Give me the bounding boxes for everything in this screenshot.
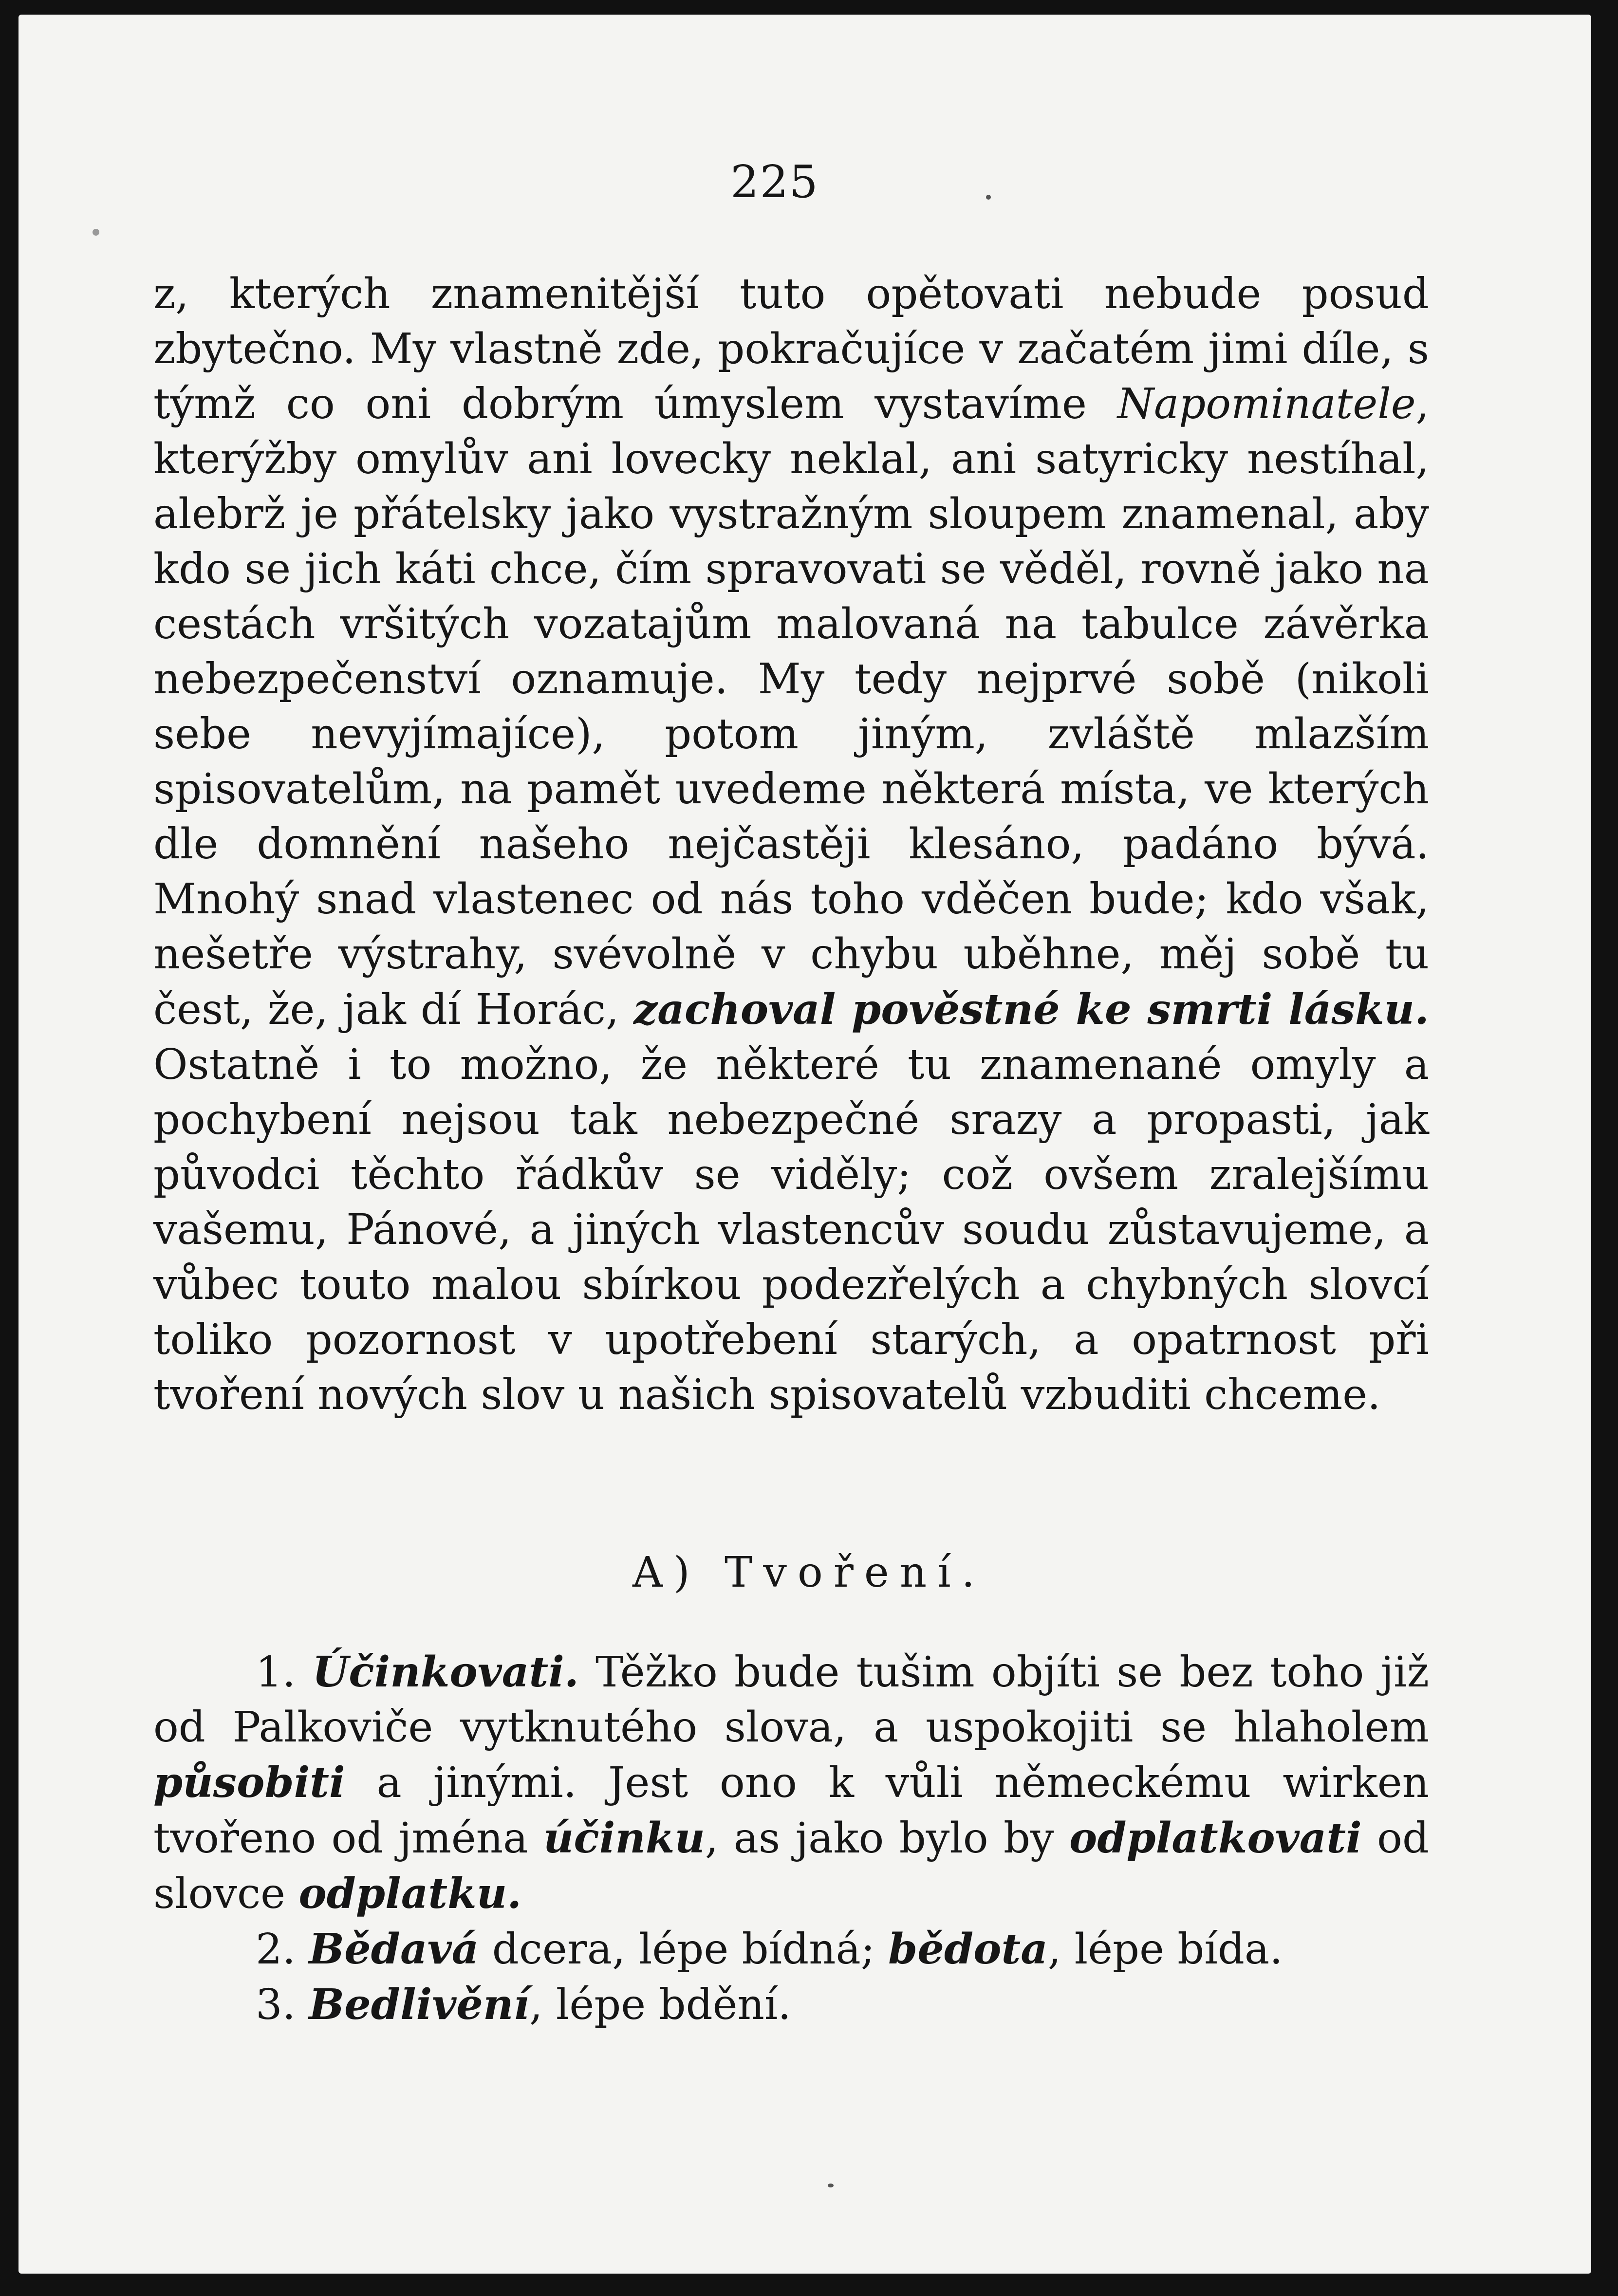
entry-term: Bedlivění: [309, 1980, 530, 2029]
scan-speck: [828, 2184, 834, 2187]
entry-text: Těžko bude tušim objíti se bez toho již od Palkoviče vytknutého slova, a uspokojiti se hlaholem: [153, 1648, 1429, 1752]
entry-italic: odplatkovati: [1069, 1814, 1362, 1863]
entry-term: Účinkovati.: [312, 1648, 579, 1697]
entry-number: 3.: [256, 1981, 296, 2029]
paragraph-text-part: Ostatně i to možno, že některé tu znamenané omyly a pochybení nejsou tak nebezpečné srazy a propasti, jak původci těchto řádkův se viděly; což ovšem zralejšímu vašemu, Pánové, a jiných vlastencův soudu zůstavujeme, a vůbec touto malou sbírkou podezřelých a chybných slovcí toliko pozornost v upotřebení starých, a opatrnost při tvoření nových slov u našich spisovatelů vzbuditi chceme.: [153, 1040, 1429, 1419]
body-text: [153, 267, 1429, 1423]
entry-item: [153, 1922, 1429, 1977]
entry-text: , lépe bída.: [1047, 1925, 1283, 1974]
entry-italic: bědota: [888, 1925, 1048, 1974]
scan-speck: [93, 229, 99, 236]
entry-text: od slovce: [153, 1814, 1429, 1918]
entry-term: Bědavá: [309, 1925, 479, 1974]
entry-text: , as jako bylo by: [705, 1814, 1069, 1863]
entry-text: a jinými. Jest ono k vůli německému wirken tvořeno od jména: [153, 1759, 1429, 1863]
entry-list: [153, 1645, 1429, 2033]
entry-text: dcera, lépe bídná;: [479, 1925, 889, 1974]
paragraph-text-part: z, kterých znamenitější tuto opětovati nebude posud zbytečno. My vlastně zde, pokračujíce v začatém jimi díle, s týmž co oni dobrým úmyslem vystavíme: [153, 270, 1429, 428]
entry-item: [153, 1977, 1429, 2033]
entry-number: 1.: [256, 1648, 296, 1697]
page-number: 225: [730, 156, 819, 208]
entry-item: [153, 1645, 1429, 1922]
scan-speck: [986, 195, 991, 200]
italic-term: Napominatele: [1117, 380, 1416, 428]
entry-italic: odplatku.: [298, 1869, 522, 1918]
entry-italic: působiti: [153, 1758, 345, 1807]
paragraph-text-part: , kterýžby omylův ani lovecky neklal, ani satyricky nestíhal, alebrž je přátelsky jako vystražným sloupem znamenal, aby kdo se jich káti chce, čím spravovati se věděl, rovně jako na cestách vršitých vozatajům malovaná na tabulce závěrka nebezpečenství oznamuje. My tedy nejprvé sobě (nikoli sebe nevyjímajíce), potom jiným, zvláště mlazším spisovatelům, na pamět uvedeme některá místa, ve kterých dle domnění našeho nejčastěji klesáno, padáno bývá. Mnohý snad vlastenec od nás toho vděčen bude; kdo však, nešetře výstrahy, svévolně v chybu uběhne, měj sobě tu čest, že, jak dí Horác,: [153, 380, 1429, 1034]
intro-paragraph: [153, 267, 1429, 1423]
entry-text: , lépe bdění.: [529, 1981, 791, 2029]
quoted-phrase: zachoval pověstné ke smrti lásku.: [633, 985, 1429, 1034]
entry-number: 2.: [256, 1925, 296, 1974]
entry-italic: účinku: [543, 1814, 706, 1863]
section-heading: A) Tvoření.: [632, 1548, 986, 1597]
